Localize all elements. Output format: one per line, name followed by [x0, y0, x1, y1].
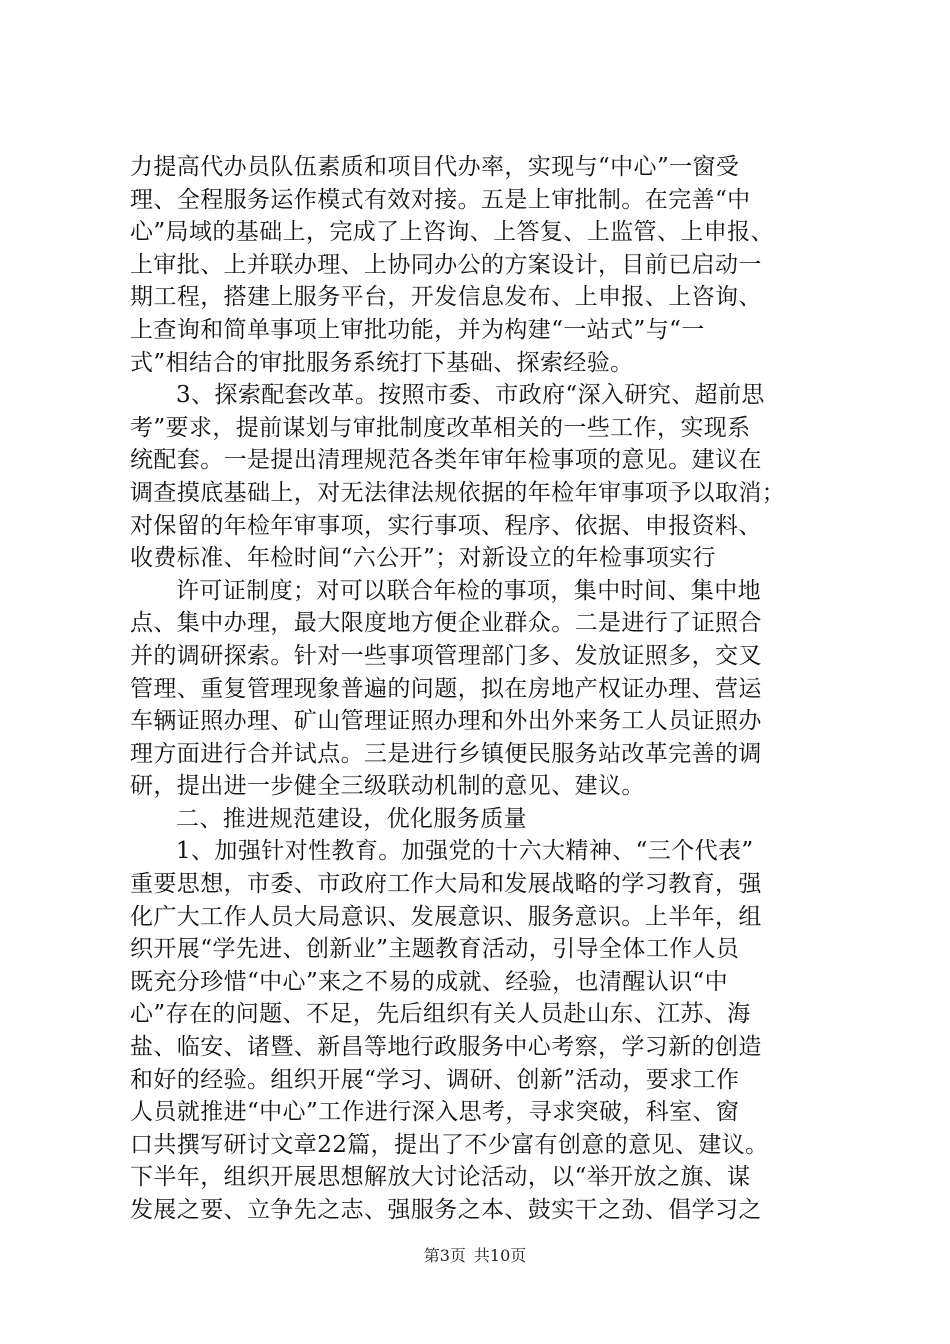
text-line: 既充分珍惜“中心”来之不易的成就、经验，也清醒认识“中	[130, 968, 729, 995]
page-total: 共10页	[473, 1246, 527, 1265]
text-line: 上审批、上并联办理、上协同办公的方案设计，目前已启动一	[130, 251, 762, 278]
text-line: 口共撰写研讨文章22篇，提出了不少富有创意的意见、建议。	[130, 1131, 769, 1158]
document-body	[130, 151, 850, 1227]
text-line: 力提高代办员队伍素质和项目代办率，实现与“中心”一窗受	[130, 154, 740, 180]
text-line: 收费标准、年检时间“六公开”；对新设立的年检事项实行	[130, 545, 716, 572]
text-line: 重要思想，市委、市政府工作大局和发展战略的学习教育，强	[130, 871, 762, 898]
text-line: 车辆证照办理、矿山管理证照办理和外出外来务工人员证照办	[130, 708, 762, 735]
paragraph-start-line: 1、加强针对性教育。加强党的十六大精神、“三个代表”	[176, 838, 754, 865]
text-line: 考”要求，提前谋划与审批制度改革相关的一些工作，实现系	[130, 414, 751, 441]
text-line: 研，提出进一步健全三级联动机制的意见、建议。	[130, 773, 645, 800]
text-line: 化广大工作人员大局意识、发展意识、服务意识。上半年，组	[130, 903, 762, 930]
text-line: 心”局域的基础上，完成了上咨询、上答复、上监管、上申报、	[130, 219, 774, 246]
text-line: 式”相结合的审批服务系统打下基础、探索经验。	[130, 349, 634, 376]
text-line: 期工程，搭建上服务平台，开发信息发布、上申报、上咨询、	[130, 284, 762, 311]
text-line: 心”存在的问题、不足，先后组织有关人员赴山东、江苏、海	[130, 1001, 751, 1028]
text-line: 对保留的年检年审事项，实行事项、程序、依据、申报资料、	[130, 512, 762, 539]
text-line: 发展之要、立争先之志、强服务之本、鼓实干之劲、倡学习之	[130, 1197, 762, 1223]
text-line: 管理、重复管理现象普遍的问题，拟在房地产权证办理、营运	[130, 675, 762, 702]
text-line: 统配套。一是提出清理规范各类年审年检事项的意见。建议在	[130, 447, 762, 474]
paragraph-start-line: 3、探索配套改革。按照市委、市政府“深入研究、超前思	[176, 382, 765, 409]
text-line: 并的调研探索。针对一些事项管理部门多、发放证照多，交叉	[130, 642, 762, 669]
text-line: 理、全程服务运作模式有效对接。五是上审批制。在完善“中	[130, 186, 751, 213]
section-heading: 二、推进规范建设，优化服务质量	[176, 805, 527, 832]
page-number: 第3页	[423, 1246, 466, 1265]
text-line: 盐、临安、诸暨、新昌等地行政服务中心考察，学习新的创造	[130, 1034, 762, 1061]
text-line: 和好的经验。组织开展“学习、调研、创新”活动，要求工作	[130, 1066, 740, 1093]
text-line: 下半年，组织开展思想解放大讨论活动，以“举开放之旗、谋	[130, 1164, 751, 1191]
text-line: 点、集中办理，最大限度地方便企业群众。二是进行了证照合	[130, 610, 762, 637]
paragraph-start-line: 许可证制度；对可以联合年检的事项，集中时间、集中地	[176, 577, 761, 604]
text-line: 调查摸底基础上，对无法律法规依据的年检年审事项予以取消；	[130, 479, 786, 506]
text-line: 理方面进行合并试点。三是进行乡镇便民服务站改革完善的调	[130, 740, 762, 767]
text-line: 织开展“学先进、创新业”主题教育活动，引导全体工作人员	[130, 936, 740, 963]
page-footer	[0, 1243, 950, 1266]
text-line: 人员就推进“中心”工作进行深入思考，寻求突破，科室、窗	[130, 1099, 740, 1126]
text-line: 上查询和简单事项上审批功能，并为构建“一站式”与“一	[130, 316, 705, 343]
